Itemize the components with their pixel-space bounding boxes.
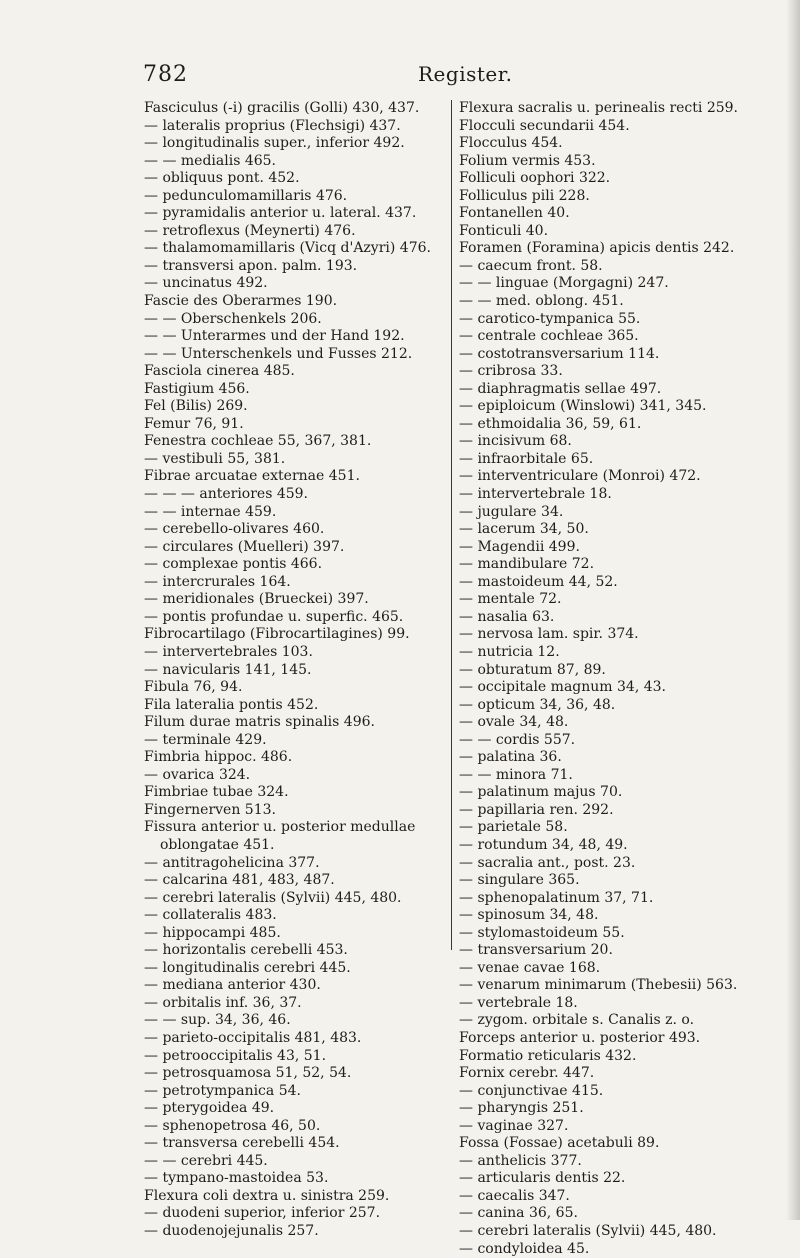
index-entry: — obliquus pont. 452. — [144, 170, 300, 187]
index-entry: — — minora 71. — [459, 766, 573, 783]
index-entry: Fontanellen 40. — [459, 205, 570, 222]
index-entry: — cerebello-olivares 460. — [144, 521, 325, 538]
index-entry: — papillaria ren. 292. — [459, 801, 614, 818]
index-entry: — horizontalis cerebelli 453. — [144, 942, 348, 959]
index-entry: — pyramidalis anterior u. lateral. 437. — [144, 205, 417, 222]
index-entry: Fissura anterior u. posterior medullae oblongatae 451. — [144, 819, 416, 853]
index-entry: Folliculi oophori 322. — [459, 170, 611, 187]
index-entry: — venae cavae 168. — [459, 959, 601, 976]
index-entry: — petrooccipitalis 43, 51. — [144, 1047, 327, 1064]
index-entry: — vertebrale 18. — [459, 994, 578, 1011]
index-entry: — — — anteriores 459. — [144, 486, 309, 503]
index-entry: — — Unterschenkels und Fusses 212. — [144, 345, 413, 362]
index-entry: Fibula 76, 94. — [144, 679, 243, 696]
index-entry: — anthelicis 377. — [459, 1152, 582, 1169]
index-entry: — nutricia 12. — [459, 643, 560, 660]
index-entry: Fila lateralia pontis 452. — [144, 696, 319, 713]
index-entry: — navicularis 141, 145. — [144, 661, 312, 678]
index-entry: Fibrae arcuatae externae 451. — [144, 468, 360, 485]
index-entry: — orbitalis inf. 36, 37. — [144, 994, 302, 1011]
index-entry: Fornix cerebr. 447. — [459, 1065, 595, 1082]
index-entry: — — cordis 557. — [459, 731, 576, 748]
index-entry: Femur 76, 91. — [144, 415, 244, 432]
index-entry: Fenestra cochleae 55, 367, 381. — [144, 433, 372, 450]
index-entry: — conjunctivae 415. — [459, 1082, 604, 1099]
index-entry: Fascie des Oberarmes 190. — [144, 293, 338, 310]
index-entry: — infraorbitale 65. — [459, 450, 594, 467]
page-edge-shadow — [786, 0, 800, 1220]
index-entry: — ovale 34, 48. — [459, 714, 569, 731]
running-head: Register. — [418, 62, 513, 86]
index-entry: — cribrosa 33. — [459, 363, 563, 380]
index-entry: — retroflexus (Meynerti) 476. — [144, 222, 356, 239]
index-entry: Fel (Bilis) 269. — [144, 398, 248, 415]
index-entry: — rotundum 34, 48, 49. — [459, 836, 628, 853]
index-entry: Fasciculus (-i) gracilis (Golli) 430, 437. — [144, 100, 420, 116]
index-entry: Fimbria hippoc. 486. — [144, 749, 293, 766]
index-entry: Fonticuli 40. — [459, 222, 549, 239]
index-entry: — — Oberschenkels 206. — [144, 310, 322, 327]
index-entry: — sacralia ant., post. 23. — [459, 854, 636, 871]
column-divider — [451, 100, 452, 950]
index-entry: — caecalis 347. — [459, 1187, 570, 1204]
index-entry: Forceps anterior u. posterior 493. — [459, 1029, 701, 1046]
index-entry: — parietale 58. — [459, 819, 568, 836]
index-entry: — — medialis 465. — [144, 152, 277, 169]
index-entry: — pedunculomamillaris 476. — [144, 187, 348, 204]
index-entry: — condyloidea 45. — [459, 1240, 590, 1257]
index-entry: — vaginae 327. — [459, 1117, 569, 1134]
index-entry: Flexura sacralis u. perinealis recti 259. — [459, 100, 738, 116]
index-entry: Fastigium 456. — [144, 380, 250, 397]
index-entry: — incisivum 68. — [459, 433, 572, 450]
index-entry: — duodeni superior, inferior 257. — [144, 1205, 381, 1222]
index-entry: Formatio reticularis 432. — [459, 1047, 637, 1064]
index-entry: Fasciola cinerea 485. — [144, 363, 295, 380]
index-entry: — ovarica 324. — [144, 766, 251, 783]
index-entry: — uncinatus 492. — [144, 275, 268, 292]
index-entry: — jugulare 34. — [459, 503, 564, 520]
index-entry: — parieto-occipitalis 481, 483. — [144, 1029, 362, 1046]
index-entry: — — med. oblong. 451. — [459, 293, 624, 310]
left-index-column — [144, 100, 444, 1241]
index-entry: — pharyngis 251. — [459, 1100, 584, 1117]
index-entry: — calcarina 481, 483, 487. — [144, 872, 335, 889]
index-entry: — articularis dentis 22. — [459, 1170, 626, 1187]
index-entry: — meridionales (Brueckei) 397. — [144, 591, 369, 608]
index-entry: — intervertebrale 18. — [459, 486, 612, 503]
index-entry: — — internae 459. — [144, 503, 277, 520]
index-entry: — palatina 36. — [459, 749, 562, 766]
index-entry: — terminale 429. — [144, 731, 267, 748]
index-entry: — petrosquamosa 51, 52, 54. — [144, 1065, 352, 1082]
index-entry: — transversi apon. palm. 193. — [144, 257, 358, 274]
index-entry: — longitudinalis super., inferior 492. — [144, 135, 405, 152]
index-entry: — centrale cochleae 365. — [459, 328, 639, 345]
index-entry: — cerebri lateralis (Sylvii) 445, 480. — [144, 889, 402, 906]
index-entry: — costotransversarium 114. — [459, 345, 660, 362]
index-entry: — stylomastoideum 55. — [459, 924, 625, 941]
index-entry: Foramen (Foramina) apicis dentis 242. — [459, 240, 735, 257]
index-entry: — pontis profundae u. superfic. 465. — [144, 608, 404, 625]
index-entry: — caecum front. 58. — [459, 257, 603, 274]
index-entry: — transversa cerebelli 454. — [144, 1135, 340, 1152]
index-entry: — intervertebrales 103. — [144, 643, 313, 660]
index-entry: — antitragohelicina 377. — [144, 854, 320, 871]
index-entry: Fimbriae tubae 324. — [144, 784, 289, 801]
index-entry: — complexae pontis 466. — [144, 556, 323, 573]
index-entry: — vestibuli 55, 381. — [144, 450, 286, 467]
index-entry: Filum durae matris spinalis 496. — [144, 714, 375, 731]
index-entry: Folium vermis 453. — [459, 152, 596, 169]
index-entry: — nervosa lam. spir. 374. — [459, 626, 639, 643]
index-entry: — sphenopalatinum 37, 71. — [459, 889, 654, 906]
index-entry: — — linguae (Morgagni) 247. — [459, 275, 669, 292]
index-entry: — lacerum 34, 50. — [459, 521, 589, 538]
index-entry: — diaphragmatis sellae 497. — [459, 380, 662, 397]
index-entry: Folliculus pili 228. — [459, 187, 590, 204]
index-entry: — carotico-tympanica 55. — [459, 310, 641, 327]
index-entry: — mandibulare 72. — [459, 556, 595, 573]
index-entry: — nasalia 63. — [459, 608, 555, 625]
page-number: 782 — [143, 62, 188, 87]
index-entry: Flexura coli dextra u. sinistra 259. — [144, 1187, 390, 1204]
index-entry: — occipitale magnum 34, 43. — [459, 679, 666, 696]
index-entry: — singulare 365. — [459, 872, 580, 889]
index-entry: — circulares (Muelleri) 397. — [144, 538, 345, 555]
index-entry: Fingernerven 513. — [144, 801, 276, 818]
index-entry: — spinosum 34, 48. — [459, 907, 599, 924]
index-entry: — longitudinalis cerebri 445. — [144, 959, 351, 976]
index-entry: — opticum 34, 36, 48. — [459, 696, 616, 713]
index-entry: Fossa (Fossae) acetabuli 89. — [459, 1135, 660, 1152]
index-entry: Flocculus 454. — [459, 135, 563, 152]
index-entry: — petrotympanica 54. — [144, 1082, 301, 1099]
index-entry: — — sup. 34, 36, 46. — [144, 1012, 291, 1029]
index-entry: — duodenojejunalis 257. — [144, 1223, 319, 1239]
index-entry: — pterygoidea 49. — [144, 1100, 275, 1117]
index-entry: — lateralis proprius (Flechsigi) 437. — [144, 117, 401, 134]
index-entry: — mediana anterior 430. — [144, 977, 321, 994]
right-index-column — [459, 100, 769, 1258]
index-entry: — transversarium 20. — [459, 942, 613, 959]
index-entry: — interventriculare (Monroi) 472. — [459, 468, 701, 485]
index-entry: — — Unterarmes und der Hand 192. — [144, 328, 405, 345]
index-entry: — Magendii 499. — [459, 538, 580, 555]
index-entry: — ethmoidalia 36, 59, 61. — [459, 415, 642, 432]
index-entry: — intercrurales 164. — [144, 573, 291, 590]
index-entry: — obturatum 87, 89. — [459, 661, 606, 678]
index-entry: — collateralis 483. — [144, 907, 277, 924]
index-entry: — zygom. orbitale s. Canalis z. o. — [459, 1012, 695, 1029]
index-entry: — epiploicum (Winslowi) 341, 345. — [459, 398, 707, 415]
index-entry: Flocculi secundarii 454. — [459, 117, 630, 134]
index-entry: — tympano-mastoidea 53. — [144, 1170, 329, 1187]
index-entry: — cerebri lateralis (Sylvii) 445, 480. — [459, 1223, 717, 1239]
index-entry: — canina 36, 65. — [459, 1205, 578, 1222]
index-entry: — — cerebri 445. — [144, 1152, 268, 1169]
index-entry: — thalamomamillaris (Vicq d'Azyri) 476. — [144, 240, 431, 257]
index-entry: — mentale 72. — [459, 591, 562, 608]
index-entry: Fibrocartilago (Fibrocartilagines) 99. — [144, 626, 410, 643]
index-entry: — mastoideum 44, 52. — [459, 573, 618, 590]
index-entry: — hippocampi 485. — [144, 924, 281, 941]
index-entry: — venarum minimarum (Thebesii) 563. — [459, 977, 738, 994]
index-entry: — palatinum majus 70. — [459, 784, 623, 801]
index-entry: — sphenopetrosa 46, 50. — [144, 1117, 321, 1134]
